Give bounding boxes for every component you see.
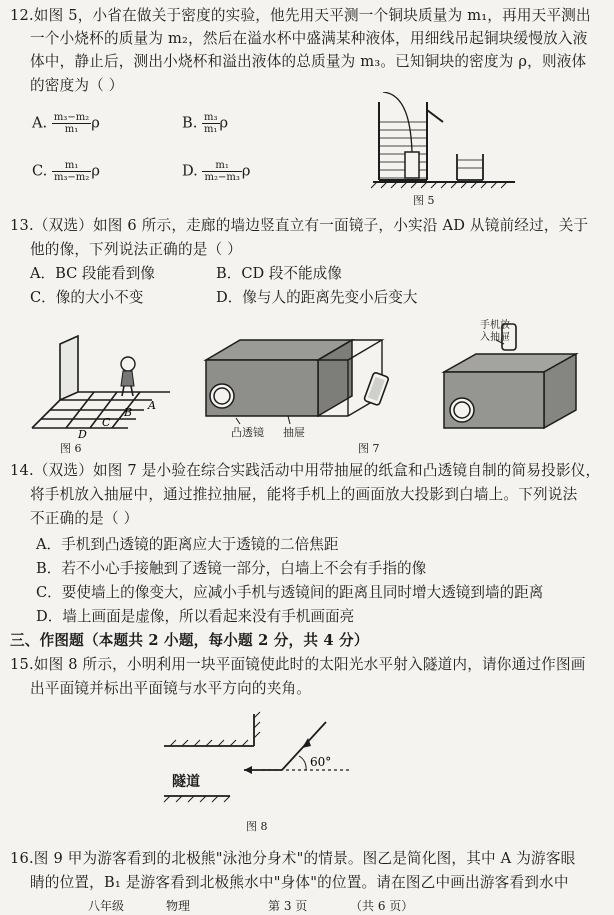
q14-option-c: C．要使墙上的像变大，应减小手机与透镜间的距离且同时增大透镜到墙的距离 bbox=[36, 584, 544, 601]
fraction: $\frac{\text{m₃}}{\text{m₁}}$ bbox=[204, 112, 218, 135]
q12-option-c: C. $\frac{\text{m₁}}{\text{m₃−m₂}}$ ρ bbox=[32, 160, 100, 183]
q13-option-b: B．CD 段不能成像 bbox=[216, 265, 342, 282]
q13-line-1: 13.（双选）如图 6 所示，走廊的墙边竖直立有一面镜子，小实沿 AD 从镜前经过，关于 bbox=[10, 217, 589, 234]
figure-7-caption: 图 7 bbox=[358, 442, 380, 455]
fig6-label-b: B bbox=[124, 406, 133, 419]
fig6-label-a: A bbox=[148, 399, 156, 412]
figure-6-caption: 图 6 bbox=[60, 442, 82, 455]
q14-option-b: B．若不小心手接触到了透镜一部分，白墙上不会有手指的像 bbox=[36, 560, 427, 577]
q13-option-a: A．BC 段能看到像 bbox=[30, 265, 155, 282]
q14-option-d: D．墙上画面是虚像，所以看起来没有手机画面亮 bbox=[36, 608, 355, 625]
figure-8 bbox=[150, 708, 370, 812]
q12-option-d: D. $\frac{\text{m₁}}{\text{m₂−m₃}}$ ρ bbox=[182, 160, 251, 183]
footer-total: （共 6 页） bbox=[350, 899, 414, 913]
fraction: $\frac{\text{m₁}}{\text{m₃−m₂}}$ bbox=[53, 160, 90, 183]
q12-line-3: 体中，静止后，测出小烧杯和溢出液体的总质量为 m₃。已知铜块的密度为 ρ，则液体 bbox=[30, 53, 587, 70]
footer-page: 第 3 页 bbox=[268, 899, 308, 913]
figure-5 bbox=[365, 92, 525, 204]
q13-option-d: D．像与人的距离先变小后变大 bbox=[216, 289, 418, 306]
q12-option-b: B. $\frac{\text{m₃}}{\text{m₁}}$ ρ bbox=[182, 112, 229, 135]
figure-8-caption: 图 8 bbox=[246, 820, 268, 833]
q14-line-2: 将手机放入抽屉中，通过推拉抽屉，能将手机上的画面放大投影到白墙上。下列说法 bbox=[30, 486, 578, 503]
figure-7 bbox=[196, 314, 602, 440]
q14-line-1: 14.（双选）如图 7 是小验在综合实践活动中用带抽屉的纸盒和凸透镜自制的简易投影仪， bbox=[10, 462, 601, 479]
fig6-label-c: C bbox=[102, 416, 111, 429]
q12-option-a: A. $\frac{\text{m₃−m₂}}{\text{m₁}}$ ρ bbox=[32, 112, 100, 135]
figure-5-caption: 图 5 bbox=[413, 194, 435, 207]
q12-line-1: 12.如图 5，小省在做关于密度的实验，他先用天平测一个铜块质量为 m₁，再用天平测出 bbox=[10, 7, 591, 24]
fraction: $\frac{\text{m₃−m₂}}{\text{m₁}}$ bbox=[53, 112, 90, 135]
q13-line-2: 他的像，下列说法正确的是（ ） bbox=[30, 241, 242, 258]
q16-line-2: 睛的位置，B₁ 是游客看到北极熊水中"身体"的位置。请在图乙中画出游客看到水中 bbox=[30, 874, 569, 891]
figure-6 bbox=[20, 326, 180, 450]
footer-grade: 八年级 bbox=[88, 899, 125, 913]
section-3-heading: 三、作图题（本题共 2 小题，每小题 2 分，共 4 分） bbox=[10, 632, 369, 649]
q12-line-2: 一个小烧杯的质量为 m₂，然后在溢水杯中盛满某种液体，用细线吊起铜块缓慢放入液 bbox=[30, 30, 588, 47]
q15-line-2: 出平面镜并标出平面镜与水平方向的夹角。 bbox=[30, 680, 312, 697]
fig7-drawer-label: 抽屉 bbox=[283, 426, 305, 439]
q13-option-c: C．像的大小不变 bbox=[30, 289, 144, 306]
q16-line-1: 16.图 9 甲为游客看到的北极熊"泳池分身术"的情景。图乙是简化图，其中 A 为游客眼 bbox=[10, 850, 576, 867]
fraction: $\frac{\text{m₁}}{\text{m₂−m₃}}$ bbox=[204, 160, 240, 183]
fig7-phone-label: 手机放 入抽屉 bbox=[480, 320, 510, 343]
fig8-angle-label: 60° bbox=[310, 755, 332, 769]
q14-line-3: 不正确的是（ ） bbox=[30, 510, 139, 527]
fig6-label-d: D bbox=[78, 428, 87, 441]
fig7-lens-label: 凸透镜 bbox=[231, 426, 264, 439]
fig8-tunnel-label: 隧道 bbox=[172, 774, 200, 790]
q14-option-a: A．手机到凸透镜的距离应大于透镜的二倍焦距 bbox=[36, 536, 339, 553]
q15-line-1: 15.如图 8 所示，小明利用一块平面镜使此时的太阳光水平射入隧道内，请你通过作图画 bbox=[10, 656, 586, 673]
footer-subject: 物理 bbox=[166, 899, 191, 913]
q12-line-4: 的密度为（ ） bbox=[30, 77, 124, 94]
